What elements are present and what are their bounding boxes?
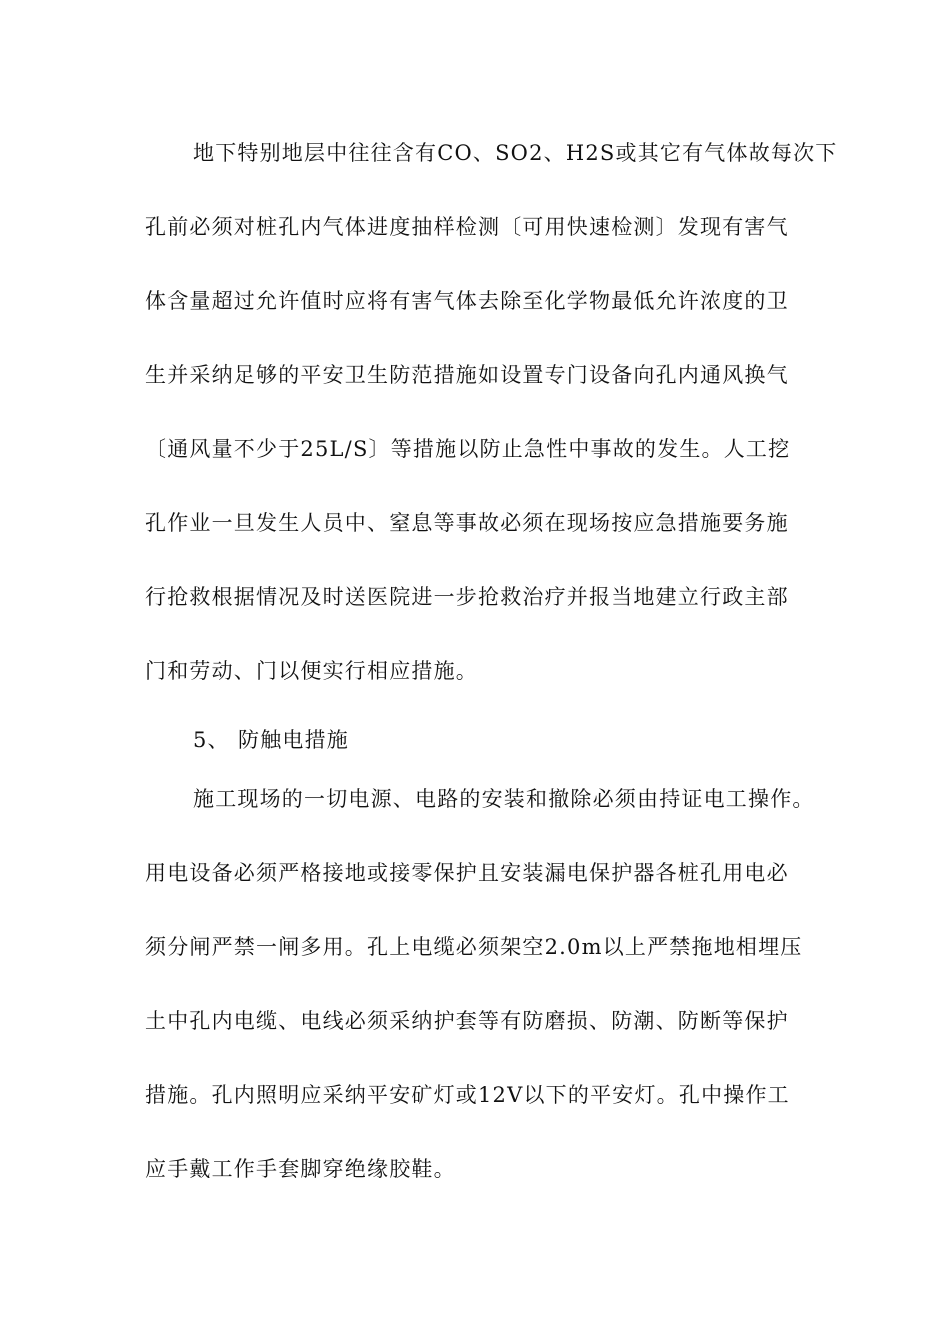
paragraph2-line-2: 用电设备必须严格接地或接零保护且安装漏电保护器各桩孔用电必 bbox=[145, 861, 789, 885]
paragraph1-line-1: 地下特别地层中往往含有CO、SO2、H2S或其它有气体故每次下 bbox=[193, 141, 838, 165]
paragraph2-line-1: 施工现场的一切电源、电路的安装和撤除必须由持证电工操作。 bbox=[193, 787, 815, 811]
paragraph2-line-3: 须分闸严禁一闸多用。孔上电缆必须架空2.0m以上严禁拖地相埋压 bbox=[145, 935, 803, 959]
paragraph1-line-8: 门和劳动、门以便实行相应措施。 bbox=[145, 659, 478, 683]
paragraph1-line-5: 〔通风量不少于25L/S〕等措施以防止急性中事故的发生。人工挖 bbox=[145, 437, 791, 461]
paragraph2-line-5: 措施。孔内照明应采纳平安矿灯或12V以下的平安灯。孔中操作工 bbox=[145, 1083, 790, 1107]
paragraph2-line-6: 应手戴工作手套脚穿绝缘胶鞋。 bbox=[145, 1157, 456, 1181]
section-title: 防触电措施 bbox=[238, 728, 349, 752]
paragraph2-line-4: 土中孔内电缆、电线必须采纳护套等有防磨损、防潮、防断等保护 bbox=[145, 1009, 789, 1033]
paragraph1-line-4: 生并采纳足够的平安卫生防范措施如设置专门设备向孔内通风换气 bbox=[145, 363, 789, 387]
section-number: 5、 bbox=[193, 728, 230, 752]
paragraph1-line-3: 体含量超过允许值时应将有害气体去除至化学物最低允许浓度的卫 bbox=[145, 289, 789, 313]
paragraph1-line-6: 孔作业一旦发生人员中、窒息等事故必须在现场按应急措施要务施 bbox=[145, 511, 789, 535]
paragraph1-line-2: 孔前必须对桩孔内气体进度抽样检测〔可用快速检测〕发现有害气 bbox=[145, 215, 789, 239]
paragraph1-line-7: 行抢救根据情况及时送医院进一步抢救治疗并报当地建立行政主部 bbox=[145, 585, 789, 609]
